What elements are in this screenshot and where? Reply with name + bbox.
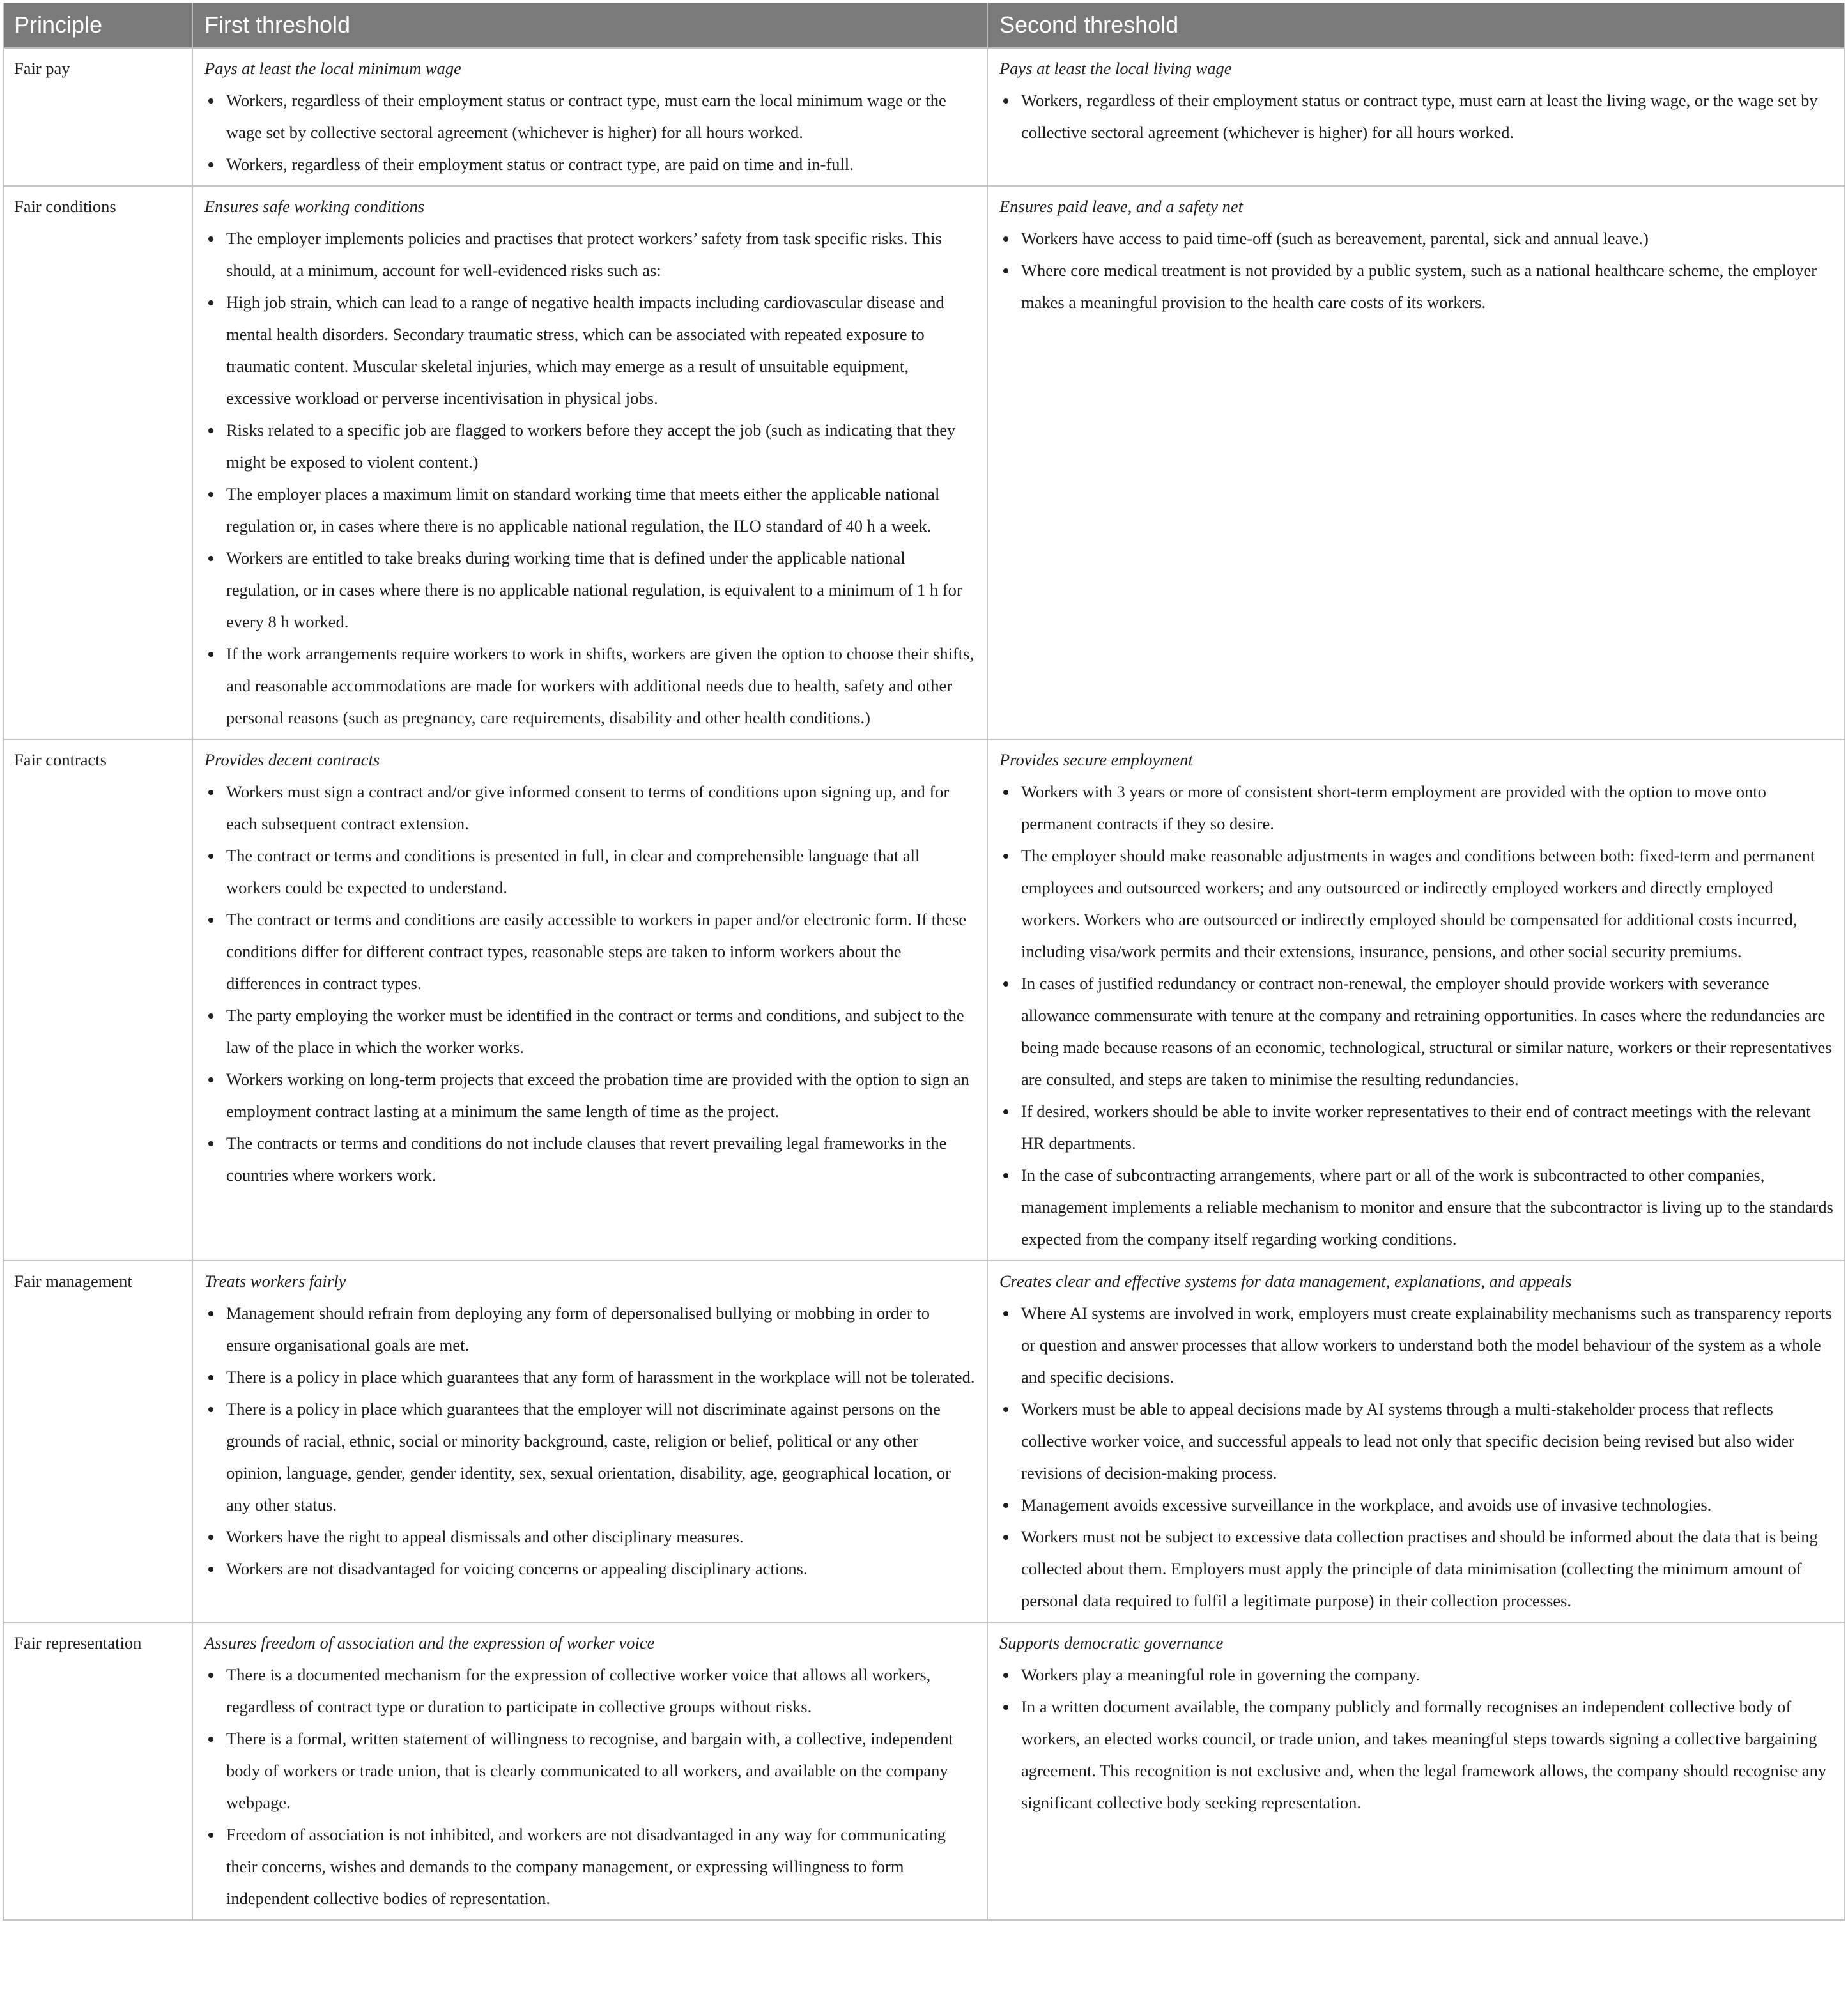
criterion: Workers have the right to appeal dismissals and other disciplinary measures. (204, 1521, 975, 1553)
principle-cell: Fair contracts (14, 750, 107, 769)
threshold-title: Treats workers fairly (204, 1272, 346, 1291)
criterion: Workers play a meaningful role in governing the company. (999, 1659, 1834, 1691)
threshold-title: Assures freedom of association and the expression of worker voice (204, 1633, 655, 1652)
principle-cell: Fair management (14, 1272, 132, 1291)
criteria-list (204, 1297, 975, 1585)
criterion: The employer places a maximum limit on standard working time that meets either the applicable national regulation or, in cases where there is no applicable national regulation, the ILO standard of 40 h a week. (204, 478, 975, 542)
criterion: Workers with 3 years or more of consistent short-term employment are provided with the option to move onto permanent contracts if they so desire. (999, 776, 1834, 840)
first-threshold-cell (192, 1261, 987, 1622)
second-threshold-cell (987, 187, 1845, 739)
criterion: If the work arrangements require workers to work in shifts, workers are given the option to choose their shifts, and reasonable accommodations are made for workers with additional needs due to health, safety and other personal reasons (such as pregnancy, care requirements, disability and other health conditions.) (204, 638, 975, 734)
criterion: Workers, regardless of their employment status or contract type, must earn at least the living wage, or the wage set by collective sectoral agreement (whichever is higher) for all hours worked. (999, 84, 1834, 148)
criterion: Workers are not disadvantaged for voicing concerns or appealing disciplinary actions. (204, 1553, 975, 1585)
header-first-threshold: First threshold (192, 3, 987, 47)
first-threshold-cell (192, 187, 987, 739)
table-row (3, 49, 1845, 187)
table-header (3, 3, 1845, 49)
principle-cell: Fair conditions (14, 197, 116, 216)
criteria-list (204, 1659, 975, 1914)
second-threshold-cell (987, 49, 1845, 185)
criterion: Workers must not be subject to excessive data collection practises and should be informed about the data that is being collected about them. Employers must apply the principle of data minimisation (collecting the minimum amount of personal data required to fulfil a legitimate purpose) in their collection processes. (999, 1521, 1834, 1617)
principle-cell: Fair representation (14, 1633, 142, 1652)
table-row (3, 1623, 1845, 1921)
criterion: There is a formal, written statement of willingness to recognise, and bargain with, a collective, independent body of workers or trade union, that is clearly communicated to all workers, and available on the company webpage. (204, 1723, 975, 1818)
criterion: Management avoids excessive surveillance in the workplace, and avoids use of invasive technologies. (999, 1489, 1834, 1521)
criterion: Risks related to a specific job are flagged to workers before they accept the job (such as indicating that they might be exposed to violent content.) (204, 414, 975, 478)
criterion: Workers must sign a contract and/or give informed consent to terms of conditions upon signing up, and for each subsequent contract extension. (204, 776, 975, 840)
header-principle: Principle (14, 12, 103, 38)
criteria-list (204, 222, 975, 734)
criteria-list (999, 1297, 1834, 1617)
criteria-list (204, 84, 975, 180)
criterion: In the case of subcontracting arrangements, where part or all of the work is subcontracted to other companies, management implements a reliable mechanism to monitor and ensure that the subcontractor is living up to the standards expected from the company itself regarding working conditions. (999, 1159, 1834, 1255)
criterion: Workers have access to paid time-off (such as bereavement, parental, sick and annual leave.) (999, 222, 1834, 254)
criterion: The contracts or terms and conditions do not include clauses that revert prevailing legal frameworks in the countries where workers work. (204, 1127, 975, 1191)
criterion: Workers, regardless of their employment status or contract type, must earn the local minimum wage or the wage set by collective sectoral agreement (whichever is higher) for all hours worked. (204, 84, 975, 148)
criteria-list (204, 776, 975, 1191)
table-row (3, 740, 1845, 1261)
first-threshold-cell (192, 740, 987, 1260)
criterion: If desired, workers should be able to invite worker representatives to their end of contract meetings with the relevant HR departments. (999, 1095, 1834, 1159)
criterion: The employer should make reasonable adjustments in wages and conditions between both: fixed-term and permanent employees and outsourced workers; and any outsourced or indirectly employed workers and directly employed workers. Workers who are outsourced or indirectly employed should be compensated for additional costs incurred, including visa/work permits and their extensions, insurance, pensions, and other social security premiums. (999, 840, 1834, 967)
criterion: Where core medical treatment is not provided by a public system, such as a national healthcare scheme, the employer makes a meaningful provision to the health care costs of its workers. (999, 254, 1834, 318)
threshold-title: Ensures paid leave, and a safety net (999, 197, 1243, 216)
criteria-list (999, 776, 1834, 1255)
principle-cell: Fair pay (14, 59, 70, 78)
criterion: Management should refrain from deploying any form of depersonalised bullying or mobbing in order to ensure organisational goals are met. (204, 1297, 975, 1361)
threshold-title: Supports democratic governance (999, 1633, 1224, 1652)
table-row (3, 187, 1845, 740)
threshold-title: Ensures safe working conditions (204, 197, 425, 216)
table-row (3, 1261, 1845, 1623)
criterion: There is a documented mechanism for the expression of collective worker voice that allows all workers, regardless of contract type or duration to participate in collective groups without risks. (204, 1659, 975, 1723)
criterion: Workers must be able to appeal decisions made by AI systems through a multi-stakeholder process that reflects collective worker voice, and successful appeals to lead not only that specific decision being revised but also wider revisions of decision-making process. (999, 1393, 1834, 1489)
criterion: Freedom of association is not inhibited, and workers are not disadvantaged in any way for communicating their concerns, wishes and demands to the company management, or expressing willingness to form independent collective bodies of representation. (204, 1818, 975, 1914)
threshold-title: Provides secure employment (999, 750, 1193, 769)
first-threshold-cell (192, 1623, 987, 1919)
criterion: There is a policy in place which guarantees that the employer will not discriminate against persons on the grounds of racial, ethnic, social or minority background, caste, religion or belief, political or any other opinion, language, gender, gender identity, sex, sexual orientation, disability, age, geographical location, or any other status. (204, 1393, 975, 1521)
criterion: High job strain, which can lead to a range of negative health impacts including cardiovascular disease and mental health disorders. Secondary traumatic stress, which can be associated with repeated exposure to traumatic content. Muscular skeletal injuries, which may emerge as a result of unsuitable equipment, excessive workload or perverse incentivisation in physical jobs. (204, 286, 975, 414)
header-second-threshold: Second threshold (987, 3, 1845, 47)
criterion: Workers are entitled to take breaks during working time that is defined under the applicable national regulation, or in cases where there is no applicable national regulation, is equivalent to a minimum of 1 h for every 8 h worked. (204, 542, 975, 638)
first-threshold-cell (192, 49, 987, 185)
second-threshold-cell (987, 740, 1845, 1260)
threshold-title: Pays at least the local living wage (999, 59, 1232, 78)
criterion: Workers working on long-term projects that exceed the probation time are provided with the option to sign an employment contract lasting at a minimum the same length of time as the project. (204, 1063, 975, 1127)
second-threshold-cell (987, 1261, 1845, 1622)
criterion: The employer implements policies and practises that protect workers’ safety from task specific risks. This should, at a minimum, account for well-evidenced risks such as: (204, 222, 975, 286)
threshold-title: Creates clear and effective systems for data management, explanations, and appeals (999, 1272, 1572, 1291)
criterion: The contract or terms and conditions is presented in full, in clear and comprehensible language that all workers could be expected to understand. (204, 840, 975, 903)
criteria-list (999, 84, 1834, 148)
thresholds-table (3, 3, 1845, 1921)
second-threshold-cell (987, 1623, 1845, 1919)
criterion: The contract or terms and conditions are easily accessible to workers in paper and/or electronic form. If these conditions differ for different contract types, reasonable steps are taken to inform workers about the differences in contract types. (204, 903, 975, 999)
criterion: Where AI systems are involved in work, employers must create explainability mechanisms such as transparency reports or question and answer processes that allow workers to understand both the model behaviour of the system as a whole and specific decisions. (999, 1297, 1834, 1393)
criterion: The party employing the worker must be identified in the contract or terms and conditions, and subject to the law of the place in which the worker works. (204, 999, 975, 1063)
criteria-list (999, 222, 1834, 318)
criterion: There is a policy in place which guarantees that any form of harassment in the workplace will not be tolerated. (204, 1361, 975, 1393)
threshold-title: Pays at least the local minimum wage (204, 59, 461, 78)
criteria-list (999, 1659, 1834, 1818)
threshold-title: Provides decent contracts (204, 750, 380, 769)
criterion: Workers, regardless of their employment status or contract type, are paid on time and in-full. (204, 148, 975, 180)
criterion: In a written document available, the company publicly and formally recognises an independent collective body of workers, an elected works council, or trade union, and takes meaningful steps towards signing a collective bargaining agreement. This recognition is not exclusive and, when the legal framework allows, the company should recognise any significant collective body seeking representation. (999, 1691, 1834, 1818)
criterion: In cases of justified redundancy or contract non-renewal, the employer should provide workers with severance allowance commensurate with tenure at the company and retraining opportunities. In cases where the redundancies are being made because reasons of an economic, technological, structural or similar nature, workers or their representatives are consulted, and steps are taken to minimise the resulting redundancies. (999, 967, 1834, 1095)
